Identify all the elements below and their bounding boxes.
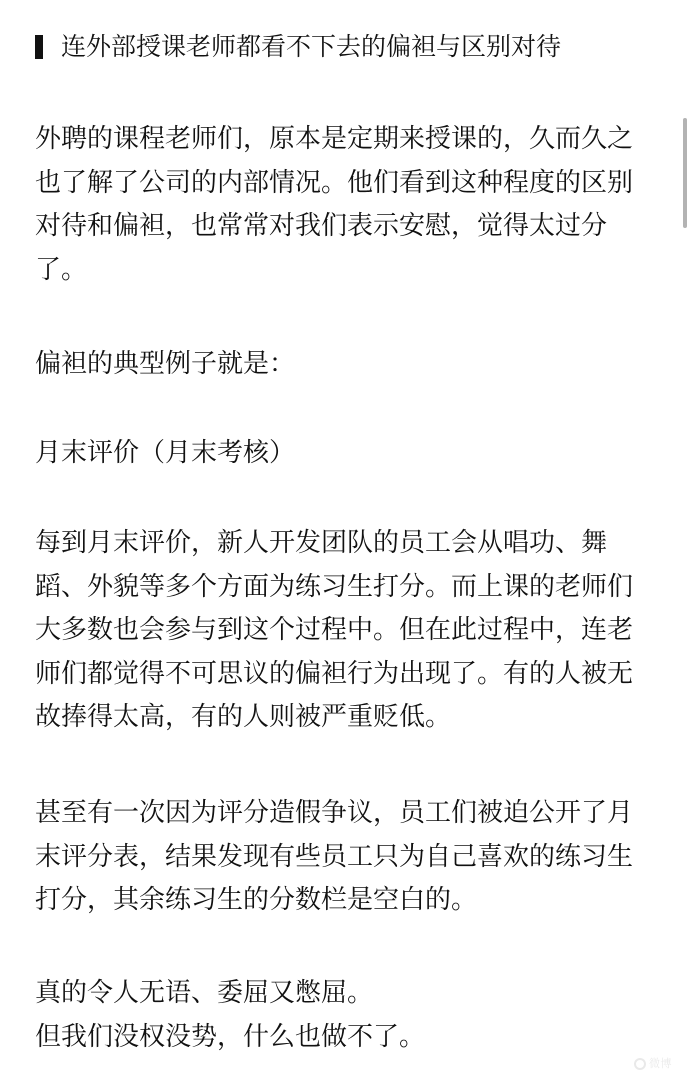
- paragraph-intro: 外聘的课程老师们，原本是定期来授课的，久而久之 也了解了公司的内部情况。他们看到这种程度的区别 对待和偏袒，也常常对我们表示安慰，觉得太过分 了。: [35, 124, 634, 285]
- heading-bar-marker: [35, 35, 43, 59]
- paragraph-subheading: 月末评价（月末考核）: [35, 438, 296, 468]
- section-heading: [35, 30, 561, 64]
- scrollbar[interactable]: [683, 118, 687, 228]
- heading-text: 连外部授课老师都看不下去的偏袒与区别对待: [61, 32, 562, 61]
- weibo-logo-icon: [634, 1058, 646, 1070]
- paragraph-example-lead: 偏袒的典型例子就是：: [35, 349, 296, 379]
- paragraph-conclusion: 真的令人无语、委屈又憋屈。 但我们没权没势，什么也做不了。: [35, 978, 426, 1052]
- paragraph-score-sheet: 甚至有一次因为评分造假争议，员工们被迫公开了月 末评分表，结果发现有些员工只为自己喜欢的练习生 打分，其余练习生的分数栏是空白的。: [35, 798, 634, 915]
- paragraph-monthly-review: 每到月末评价，新人开发团队的员工会从唱功、舞 蹈、外貌等多个方面为练习生打分。而上课的老师们 大多数也会参与到这个过程中。但在此过程中，连老 师们都觉得不可思议的偏袒行为出现了。有的人被无 故捧得太高，有的人则被严重贬低。: [35, 528, 634, 732]
- watermark: [634, 1057, 672, 1071]
- watermark-text: 微博: [649, 1057, 672, 1070]
